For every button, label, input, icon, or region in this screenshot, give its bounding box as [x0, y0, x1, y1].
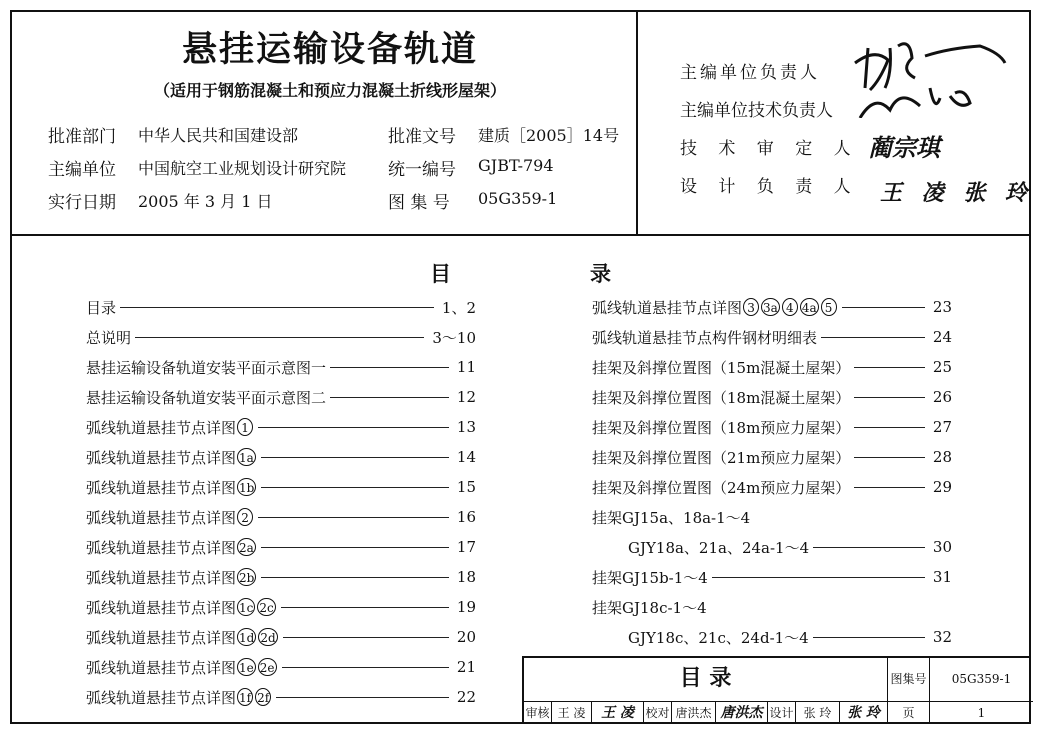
detail-number-circle: 2b — [237, 568, 256, 586]
handwritten-signature-1 — [830, 18, 1030, 118]
toc-entry — [86, 326, 476, 348]
toc-entry-title: 弧线轨道悬挂节点详图 — [86, 628, 237, 647]
leader-line — [282, 667, 449, 668]
title-block — [522, 656, 1031, 724]
toc-entry-page: 19 — [456, 598, 476, 616]
checker-signature: 唐洪杰 — [716, 702, 768, 724]
approval-no-label: 批准文号 — [388, 127, 456, 147]
page-number: 1 — [977, 706, 986, 720]
toc-entry-page: 22 — [456, 688, 476, 706]
toc-entry-title: 总说明 — [86, 328, 132, 347]
detail-number-circle: 1 — [237, 418, 253, 436]
signature-tech-approver: 蔺宗琪 — [868, 133, 940, 162]
toc-entry — [86, 536, 476, 558]
toc-entry-title: 弧线轨道悬挂节点详图 — [592, 298, 743, 317]
detail-number-circle: 2a — [237, 538, 256, 556]
leader-line — [854, 427, 925, 428]
leader-line — [281, 607, 449, 608]
toc-entry-page: 16 — [456, 508, 476, 526]
toc-entry-page: 24 — [932, 328, 952, 346]
detail-number-circle: 1f — [237, 688, 253, 706]
toc-entry-page: 1、2 — [441, 298, 476, 317]
toc-entry-title: 挂架及斜撑位置图（21m预应力屋架） — [592, 448, 851, 467]
detail-number-circle: 1a — [237, 448, 256, 466]
toc-entry — [592, 596, 952, 618]
role-design-head: 设 计 负 责 人 — [680, 177, 859, 197]
toc-entry-page: 23 — [932, 298, 952, 316]
toc-entry — [86, 386, 476, 408]
designer-signature: 张 玲 — [840, 702, 888, 724]
toc-entry — [86, 416, 476, 438]
toc-entry-title: 弧线轨道悬挂节点详图 — [86, 478, 237, 497]
toc-entry-title: 弧线轨道悬挂节点构件钢材明细表 — [592, 328, 818, 347]
toc-heading-mu: 目 — [430, 262, 451, 286]
leader-line — [258, 517, 449, 518]
detail-number-circle: 2 — [237, 508, 253, 526]
toc-entry-page: 21 — [456, 658, 476, 676]
detail-number-circle: 2d — [258, 628, 277, 646]
leader-line — [135, 337, 424, 338]
toc-entry-title: 弧线轨道悬挂节点详图 — [86, 568, 237, 587]
detail-number-circle: 2e — [258, 658, 277, 676]
atlas-no: 05G359-1 — [478, 189, 558, 208]
toc-entry — [592, 296, 952, 318]
reviewer-signature: 王 凌 — [592, 702, 644, 724]
detail-number-circle: 4a — [800, 298, 819, 316]
leader-line — [712, 577, 925, 578]
toc-entry — [86, 626, 476, 648]
toc-entry — [592, 326, 952, 348]
toc-entry-title: 弧线轨道悬挂节点详图 — [86, 448, 237, 467]
checker-name: 唐洪杰 — [672, 702, 716, 724]
toc-entry — [592, 476, 952, 498]
toc-entry — [86, 446, 476, 468]
toc-entry-title: 挂架及斜撑位置图（18m预应力屋架） — [592, 418, 851, 437]
title-block-title: 目 录 — [524, 658, 888, 702]
toc-entry-page: 29 — [932, 478, 952, 496]
atlas-no-label: 图 集 号 — [388, 193, 450, 213]
detail-number-circle: 2c — [257, 598, 275, 616]
toc-entry-page: 20 — [456, 628, 476, 646]
toc-entry — [592, 566, 952, 588]
toc-entry-page: 25 — [932, 358, 952, 376]
toc-entry — [592, 356, 952, 378]
toc-entry — [86, 686, 476, 708]
toc-entry-page: 32 — [932, 628, 952, 646]
detail-number-circle: 3a — [761, 298, 780, 316]
toc-entry — [628, 536, 952, 558]
toc-entry — [86, 356, 476, 378]
editor-unit: 中国航空工业规划设计研究院 — [138, 159, 347, 178]
toc-entry — [86, 296, 476, 318]
toc-entry-title: 挂架GJ15b-1～4 — [592, 568, 708, 587]
toc-entry-title: 弧线轨道悬挂节点详图 — [86, 658, 237, 677]
unified-no-label: 统一编号 — [388, 160, 456, 180]
toc-entry-page: 17 — [456, 538, 476, 556]
toc-entry — [86, 656, 476, 678]
detail-number-circle: 3 — [743, 298, 759, 316]
detail-number-circle: 1e — [237, 658, 256, 676]
toc-entry-title: 弧线轨道悬挂节点详图 — [86, 598, 237, 617]
toc-entry-page: 13 — [456, 418, 476, 436]
toc-entry-page: 28 — [932, 448, 952, 466]
leader-line — [261, 457, 449, 458]
toc-entry-title: GJY18a、21a、24a-1～4 — [628, 538, 810, 557]
role-chief-tech-head: 主编单位技术负责人 — [680, 101, 833, 121]
leader-line — [842, 307, 925, 308]
leader-line — [283, 637, 449, 638]
toc-entry-page: 27 — [932, 418, 952, 436]
atlas-subtitle: （适用于钢筋混凝土和预应力混凝土折线形屋架） — [153, 81, 506, 100]
approval-no: 建质［2005］14号 — [478, 126, 620, 145]
leader-line — [854, 397, 925, 398]
toc-entry-title: 挂架及斜撑位置图（15m混凝土屋架） — [592, 358, 851, 377]
unified-no: GJBT-794 — [478, 156, 554, 175]
toc-entry-page: 11 — [456, 358, 476, 376]
toc-entry — [86, 506, 476, 528]
toc-entry-title: 挂架及斜撑位置图（24m预应力屋架） — [592, 478, 851, 497]
toc-entry-title: 目录 — [86, 298, 117, 317]
leader-line — [854, 457, 925, 458]
approval-dept-label: 批准部门 — [48, 127, 116, 147]
toc-entry — [86, 596, 476, 618]
leader-line — [854, 367, 925, 368]
toc-entry-page: 18 — [456, 568, 476, 586]
detail-number-circle: 1d — [237, 628, 256, 646]
page-label: 页 — [888, 702, 930, 724]
atlas-title: 悬挂运输设备轨道 — [181, 30, 478, 70]
leader-line — [258, 427, 449, 428]
toc-entry-title: 弧线轨道悬挂节点详图 — [86, 508, 237, 527]
approval-dept: 中华人民共和国建设部 — [138, 126, 299, 145]
toc-entry-title: 悬挂运输设备轨道安装平面示意图一 — [86, 358, 327, 377]
leader-line — [261, 487, 449, 488]
toc-entry — [592, 506, 952, 528]
leader-line — [854, 487, 925, 488]
header-divider — [10, 234, 1031, 236]
effective-date-label: 实行日期 — [48, 193, 116, 213]
toc-entry-page: 12 — [456, 388, 476, 406]
toc-entry — [86, 476, 476, 498]
toc-entry-title: 弧线轨道悬挂节点详图 — [86, 688, 237, 707]
detail-number-circle: 4 — [782, 298, 798, 316]
leader-line — [261, 547, 449, 548]
leader-line — [821, 337, 925, 338]
detail-number-circle: 5 — [821, 298, 837, 316]
toc-entry-page: 3～10 — [432, 328, 476, 347]
role-chief-unit-head: 主编单位负责人 — [680, 63, 820, 83]
design-label: 设计 — [768, 702, 796, 724]
toc-entry-page: 14 — [456, 448, 476, 466]
toc-heading-lu: 录 — [590, 262, 611, 286]
toc-entry-title: 弧线轨道悬挂节点详图 — [86, 538, 237, 557]
designer-name: 张 玲 — [796, 702, 840, 724]
effective-date: 2005 年 3 月 1 日 — [138, 192, 273, 211]
role-tech-approver: 技 术 审 定 人 — [680, 139, 859, 159]
leader-line — [120, 307, 434, 308]
title-block-atlas-label: 图集号 — [888, 658, 930, 702]
check-label: 校对 — [644, 702, 672, 724]
toc-entry-title: 挂架及斜撑位置图（18m混凝土屋架） — [592, 388, 851, 407]
leader-line — [813, 547, 925, 548]
detail-number-circle: 1c — [237, 598, 255, 616]
leader-line — [261, 577, 449, 578]
toc-entry — [592, 446, 952, 468]
toc-entry-page: 31 — [932, 568, 952, 586]
leader-line — [813, 637, 925, 638]
detail-number-circle: 1b — [237, 478, 256, 496]
reviewer-name: 王 凌 — [552, 702, 592, 724]
toc-entry — [592, 386, 952, 408]
leader-line — [330, 367, 449, 368]
toc-entry-title: 弧线轨道悬挂节点详图 — [86, 418, 237, 437]
editor-unit-label: 主编单位 — [48, 160, 116, 180]
toc-entry-page: 26 — [932, 388, 952, 406]
header-vertical-divider — [636, 10, 638, 235]
toc-entry-title: 挂架GJ18c-1～4 — [592, 598, 707, 617]
toc-entry — [86, 566, 476, 588]
toc-entry-page: 15 — [456, 478, 476, 496]
leader-line — [330, 397, 449, 398]
review-label: 审核 — [524, 702, 552, 724]
toc-entry-page: 30 — [932, 538, 952, 556]
toc-entry-title: GJY18c、21c、24d-1～4 — [628, 628, 809, 647]
toc-entry-title: 挂架GJ15a、18a-1～4 — [592, 508, 751, 527]
detail-number-circle: 2f — [255, 688, 271, 706]
signature-design-head: 王 凌 张 玲 — [880, 180, 1033, 206]
title-block-atlas-no: 05G359-1 — [930, 658, 1033, 702]
toc-entry-title: 悬挂运输设备轨道安装平面示意图二 — [86, 388, 327, 407]
leader-line — [276, 697, 449, 698]
toc-entry — [592, 416, 952, 438]
toc-entry — [628, 626, 952, 648]
